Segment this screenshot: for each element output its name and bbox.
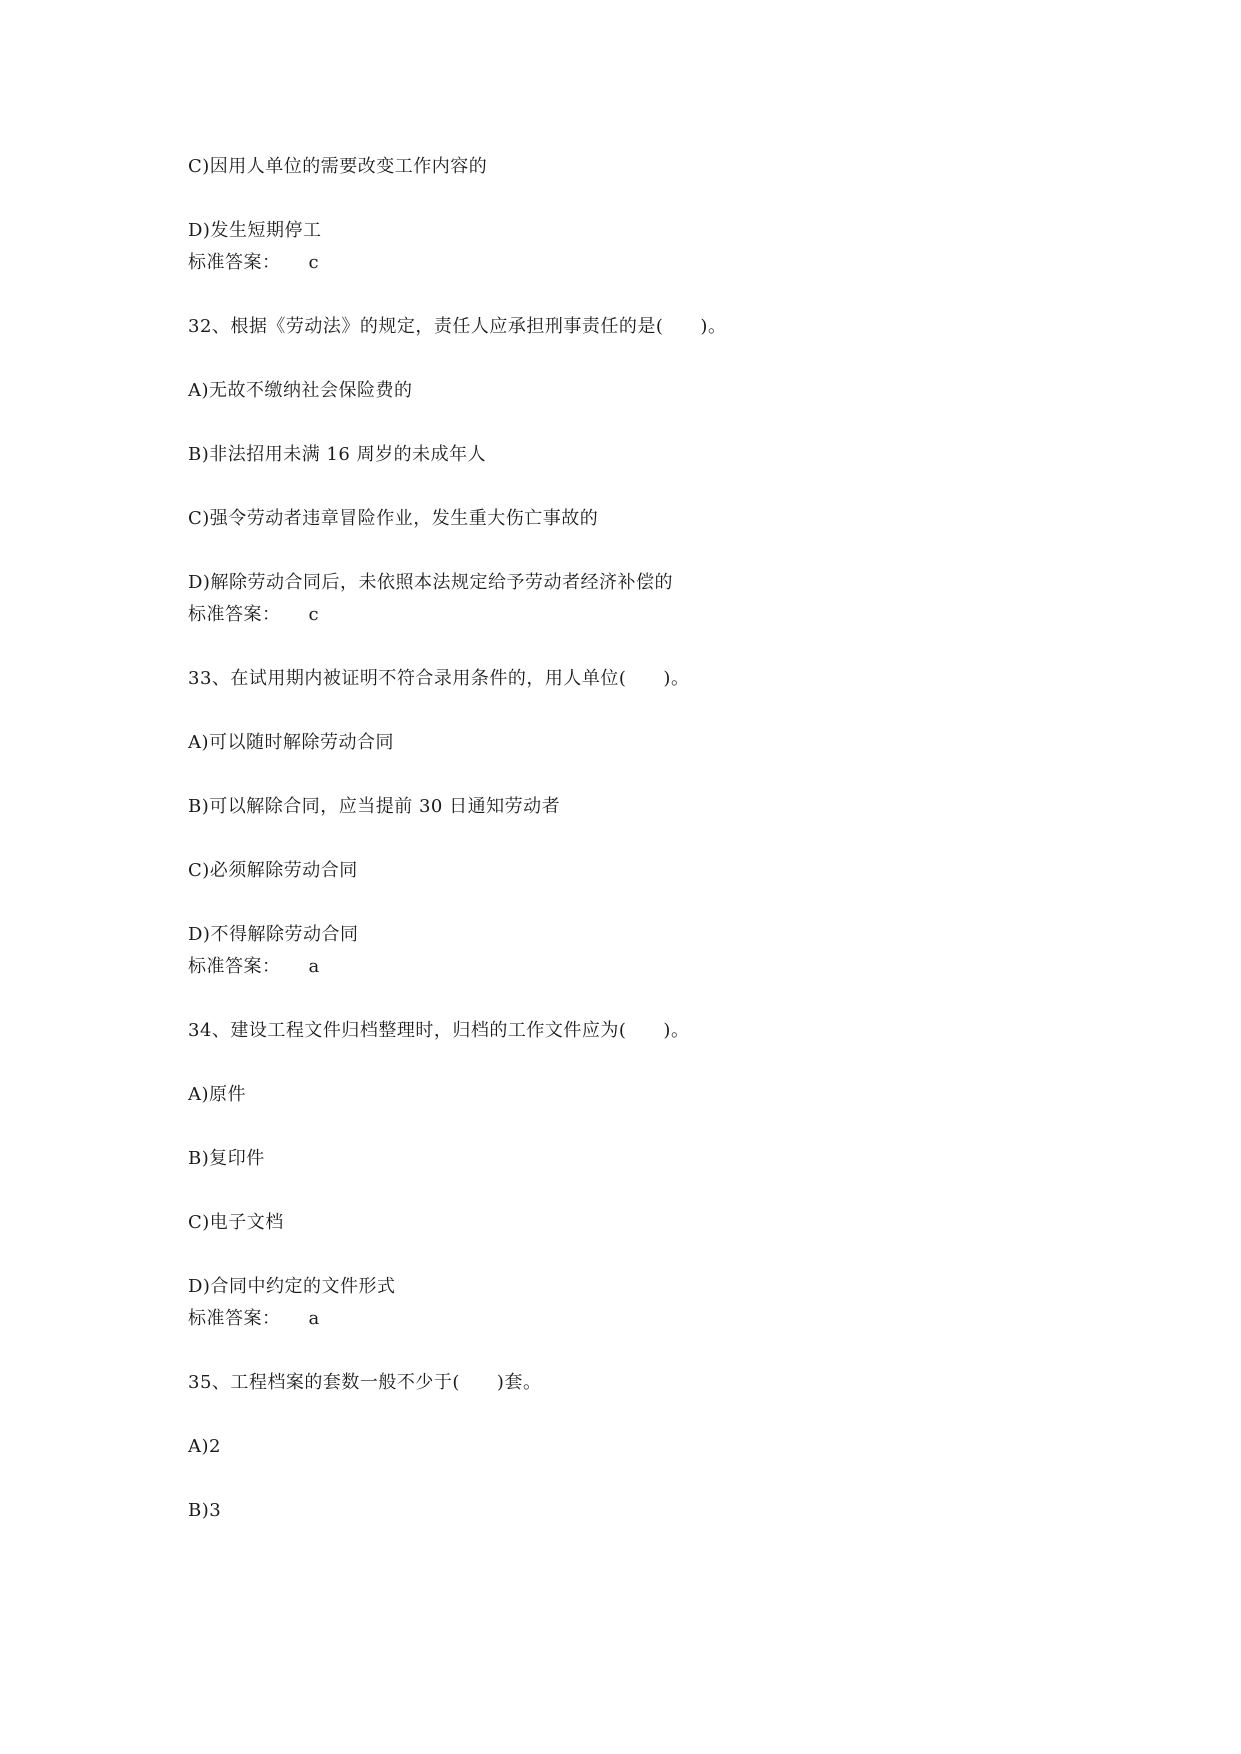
answer-label: 标准答案： xyxy=(188,252,281,273)
option-c-q31: C)因用人单位的需要改变工作内容的 xyxy=(188,156,488,177)
answer-q31 xyxy=(188,254,319,272)
option-d-q33: D)不得解除劳动合同 xyxy=(188,924,359,945)
answer-q32 xyxy=(188,606,319,624)
option-a-q35: A)2 xyxy=(188,1436,221,1457)
option-d-q34: D)合同中约定的文件形式 xyxy=(188,1276,396,1297)
option-a-q32: A)无故不缴纳社会保险费的 xyxy=(188,380,413,401)
option-a-q33: A)可以随时解除劳动合同 xyxy=(188,732,395,753)
option-c-q34: C)电子文档 xyxy=(188,1212,284,1233)
answer-q33 xyxy=(188,958,320,976)
option-b-q32: B)非法招用未满 16 周岁的未成年人 xyxy=(188,444,487,465)
option-d-q31: D)发生短期停工 xyxy=(188,220,322,241)
question-33: 33、在试用期内被证明不符合录用条件的，用人单位( )。 xyxy=(188,668,690,689)
answer-label: 标准答案： xyxy=(188,956,281,977)
option-b-q33: B)可以解除合同，应当提前 30 日通知劳动者 xyxy=(188,796,561,817)
question-34: 34、建设工程文件归档整理时，归档的工作文件应为( )。 xyxy=(188,1020,690,1041)
option-b-q35: B)3 xyxy=(188,1500,222,1521)
question-35: 35、工程档案的套数一般不少于( )套。 xyxy=(188,1372,542,1393)
answer-label: 标准答案： xyxy=(188,604,281,625)
option-c-q32: C)强令劳动者违章冒险作业，发生重大伤亡事故的 xyxy=(188,508,599,529)
answer-value: c xyxy=(308,252,320,273)
question-32: 32、根据《劳动法》的规定，责任人应承担刑事责任的是( )。 xyxy=(188,316,727,337)
answer-q34 xyxy=(188,1310,320,1328)
option-b-q34: B)复印件 xyxy=(188,1148,265,1169)
answer-label: 标准答案： xyxy=(188,1308,281,1329)
answer-value: a xyxy=(308,956,320,977)
option-d-q32: D)解除劳动合同后，未依照本法规定给予劳动者经济补偿的 xyxy=(188,572,673,593)
option-a-q34: A)原件 xyxy=(188,1084,247,1105)
answer-value: c xyxy=(308,604,320,625)
option-c-q33: C)必须解除劳动合同 xyxy=(188,860,358,881)
answer-value: a xyxy=(308,1308,320,1329)
